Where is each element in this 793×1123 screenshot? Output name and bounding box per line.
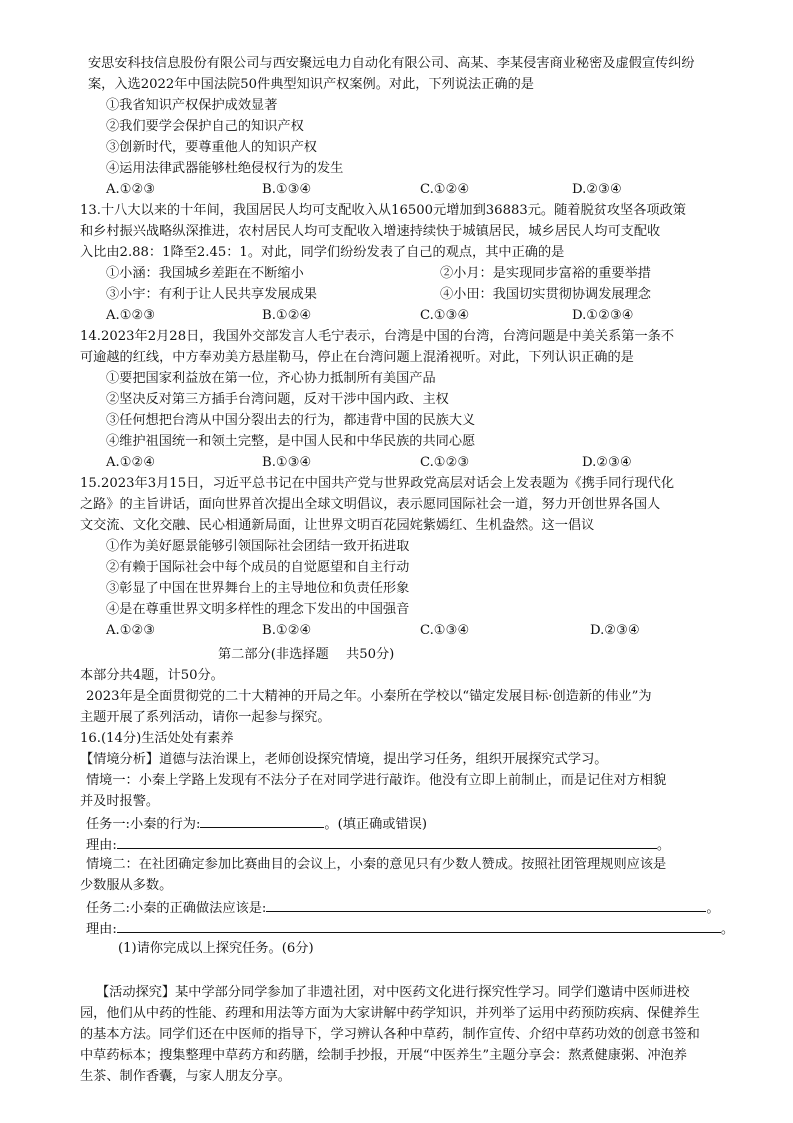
task2-period: 。 — [706, 901, 720, 916]
q12-stem-line1: 安思安科技信息股份有限公司与西安聚远电力自动化有限公司、高某、李某侵害商业秘密及虚假宣传纠纷 — [88, 56, 695, 71]
q13-option-d[interactable]: D.①②③④ — [572, 308, 634, 323]
task1-note: 。(填正确或错误) — [324, 817, 427, 832]
q13-stem-line1: 13.十八大以来的十年间，我国居民人均可支配收入从16500元增加到36883元。随着脱贫攻坚各项政策 — [80, 203, 686, 218]
q15-statement-1: ①作为美好愿景能够引领国际社会团结一致开拓进取 — [106, 539, 410, 554]
part2-theme-line2: 主题开展了系列活动，请你一起参与探究。 — [80, 710, 331, 725]
q13-option-a[interactable]: A.①②③ — [106, 308, 156, 323]
q12-statement-4: ④运用法律武器能够杜绝侵权行为的发生 — [106, 161, 344, 176]
q16-situation2-line1: 情境二：在社团确定参加比赛曲目的会议上，小秦的意见只有少数人赞成。按照社团管理规则应该是 — [86, 857, 667, 872]
q15-options — [0, 621, 793, 641]
q16-activity-line2: 园，他们从中药的性能、药理和用法等方面为大家讲解中药学知识，并列举了运用中药预防疾病、保健养生 — [80, 1006, 700, 1021]
q15-statement-4: ④是在尊重世界文明多样性的理念下发出的中国强音 — [106, 602, 410, 617]
reason2-period: 。 — [720, 922, 735, 937]
q12-options — [0, 180, 793, 200]
task2-label: 任务二:小秦的正确做法应该是: — [86, 901, 267, 916]
q15-stem-line2: 之路》的主旨讲话，面向世界首次提出全球文明倡议，表示愿同国际社会一道，努力开创世界各国人 — [80, 497, 661, 512]
q12-stem-line2: 案，入选2022年中国法院50件典型知识产权案例。对此，下列说法正确的是 — [88, 77, 534, 92]
task1-label: 任务一:小秦的行为: — [86, 817, 201, 832]
q13-statement-1: ①小涵：我国城乡差距在不断缩小 — [106, 266, 304, 281]
q14-stem-line1: 14.2023年2月28日，我国外交部发言人毛宁表示，台湾是中国的台湾，台湾问题是中美关系第一条不 — [80, 329, 675, 344]
q15-statement-2: ②有赖于国际社会中每个成员的自觉愿望和自主行动 — [106, 560, 410, 575]
q13-statement-4: ④小田：我国切实贯彻协调发展理念 — [440, 287, 651, 302]
task2-answer-blank[interactable] — [266, 897, 706, 912]
task1-answer-blank[interactable] — [200, 813, 324, 828]
q14-statement-4: ④维护祖国统一和领土完整，是中国人民和中华民族的共同心愿 — [106, 434, 476, 449]
reason1-period: 。 — [656, 838, 671, 853]
q16-title: 16.(14分)生活处处有素养 — [80, 731, 234, 746]
q16-reason2 — [86, 918, 734, 940]
part2-intro: 本部分共4题，计50分。 — [80, 668, 224, 683]
q13-stem-line2: 和乡村振兴战略纵深推进，农村居民人均可支配收入增速持续快于城镇居民，城乡居民人均可支配收 — [80, 224, 661, 239]
q13-stem-line3: 入比由2.88：1降至2.45：1。对此，同学们纷纷发表了自己的观点，其中正确的是 — [80, 245, 565, 260]
q16-activity-line4: 中草药标本；搜集整理中草药方和药膳，绘制手抄报，开展“中医养生”主题分享会：熬煮健康粥、冲泡养 — [80, 1048, 687, 1063]
q16-activity-line1: 【活动探究】某中学部分同学参加了非遗社团，对中医药文化进行探究性学习。同学们邀请中医师进校 — [96, 985, 690, 1000]
q15-option-b[interactable]: B.①②④ — [262, 623, 312, 638]
q14-statement-3: ③任何想把台湾从中国分裂出去的行为，都违背中国的民族大义 — [106, 413, 476, 428]
part2-title: 第二部分(非选择题 共50分) — [218, 647, 395, 662]
q15-statement-3: ③彰显了中国在世界舞台上的主导地位和负责任形象 — [106, 581, 410, 596]
q14-options — [0, 453, 793, 473]
part2-theme-line1: 2023年是全面贯彻党的二十大精神的开局之年。小秦所在学校以“锚定发展目标·创造新的伟业”为 — [86, 689, 652, 704]
reason2-answer-blank[interactable] — [117, 918, 721, 933]
q12-option-c[interactable]: C.①②④ — [420, 182, 470, 197]
q12-statement-1: ①我省知识产权保护成效显著 — [106, 98, 278, 113]
q16-activity-line5: 生茶、制作香囊，与家人朋友分享。 — [80, 1069, 291, 1084]
q14-stem-line2: 可逾越的红线，中方奉劝美方悬崖勒马，停止在台湾问题上混淆视听。对此，下列认识正确的是 — [80, 350, 634, 365]
q13-options — [0, 306, 793, 326]
q12-statement-2: ②我们要学会保护自己的知识产权 — [106, 119, 304, 134]
q12-option-b[interactable]: B.①③④ — [262, 182, 312, 197]
q14-option-b[interactable]: B.①③④ — [262, 455, 312, 470]
q14-option-a[interactable]: A.①②④ — [106, 455, 156, 470]
q12-statement-3: ③创新时代，要尊重他人的知识产权 — [106, 140, 317, 155]
reason1-answer-blank[interactable] — [117, 834, 657, 849]
q13-statement-3: ③小宇：有利于让人民共享发展成果 — [106, 287, 317, 302]
q16-situation-intro: 【情境分析】道德与法治课上，老师创设探究情境，提出学习任务，组织开展探究式学习。 — [80, 752, 608, 767]
q16-task2 — [86, 897, 720, 919]
q16-situation1-line1: 情境一：小秦上学路上发现有不法分子在对同学进行敲诈。他没有立即上前制止，而是记住对方相貌 — [86, 773, 667, 788]
q15-option-a[interactable]: A.①②③ — [106, 623, 156, 638]
reason2-label: 理由: — [86, 922, 117, 937]
q13-statement-2: ②小月：是实现同步富裕的重要举措 — [440, 266, 651, 281]
q16-sub1: (1)请你完成以上探究任务。(6分) — [118, 941, 314, 956]
q16-reason1 — [86, 834, 670, 856]
q15-option-d[interactable]: D.②③④ — [590, 623, 640, 638]
q16-task1 — [86, 813, 427, 835]
q14-statement-1: ①要把国家利益放在第一位，齐心协力抵制所有美国产品 — [106, 371, 436, 386]
q13-option-c[interactable]: C.①③④ — [420, 308, 470, 323]
q12-option-a[interactable]: A.①②③ — [106, 182, 156, 197]
q12-option-d[interactable]: D.②③④ — [572, 182, 622, 197]
q16-situation1-line2: 并及时报警。 — [80, 794, 160, 809]
q14-option-d[interactable]: D.②③④ — [582, 455, 632, 470]
reason1-label: 理由: — [86, 838, 117, 853]
q15-stem-line3: 文交流、文化交融、民心相通新局面，让世界文明百花园姹紫嫣红、生机盎然。这一倡议 — [80, 518, 595, 533]
q13-option-b[interactable]: B.①②④ — [262, 308, 312, 323]
q14-option-c[interactable]: C.①②③ — [420, 455, 470, 470]
q16-activity-line3: 的基本方法。同学们还在中医师的指导下，学习辨认各种中草药，制作宣传、介绍中草药功效的创意书签和 — [80, 1027, 700, 1042]
q16-situation2-line2: 少数服从多数。 — [80, 878, 173, 893]
q15-option-c[interactable]: C.①③④ — [420, 623, 470, 638]
q15-stem-line1: 15.2023年3月15日，习近平总书记在中国共产党与世界政党高层对话会上发表题为《携手同行现代化 — [80, 476, 675, 491]
q14-statement-2: ②坚决反对第三方插手台湾问题，反对干涉中国内政、主权 — [106, 392, 449, 407]
